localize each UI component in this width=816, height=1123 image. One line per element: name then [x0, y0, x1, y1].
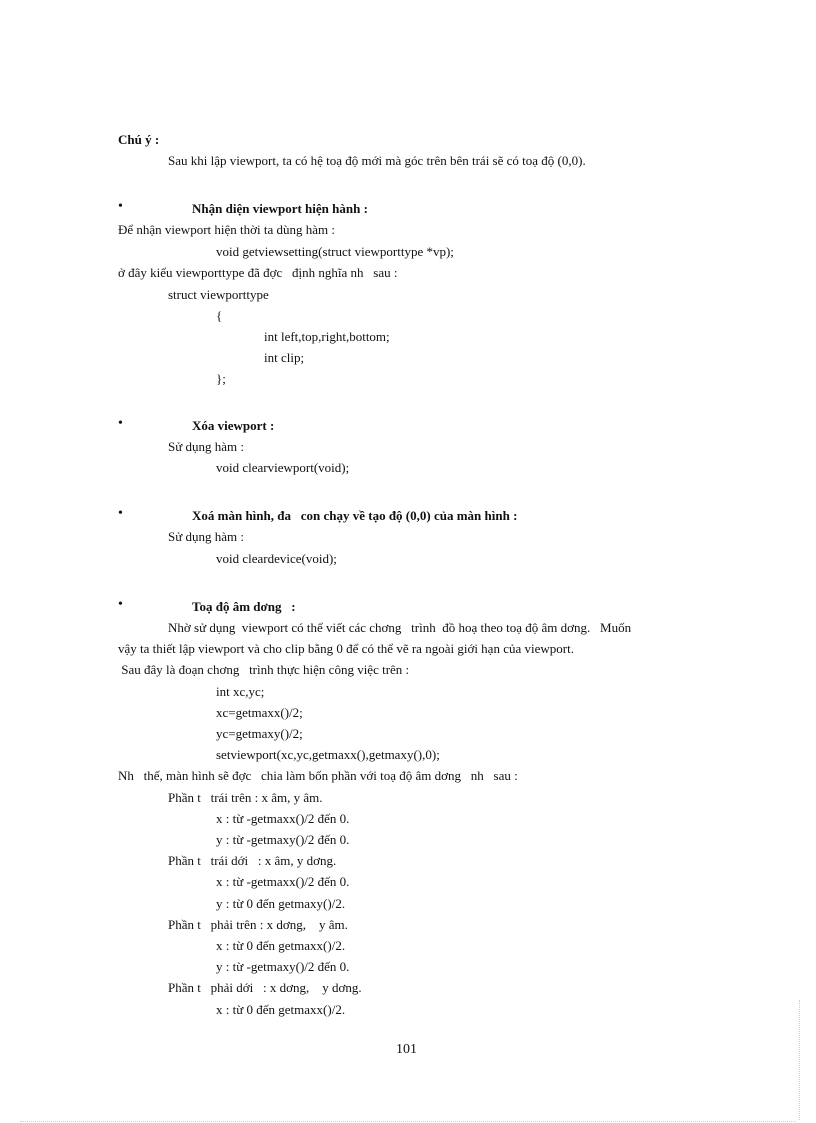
- code-line: setviewport(xc,yc,getmaxx(),getmaxy(),0);: [216, 747, 440, 762]
- code-line: struct viewporttype: [168, 287, 269, 302]
- bullet-icon: •: [118, 416, 123, 431]
- paragraph-line: vậy ta thiết lập viewport và cho clip bằng 0 để có thể vẽ ra ngoài giới hạn của viewport.: [118, 641, 574, 656]
- quadrant-line: Phần t trái dới : x âm, y dơng.: [168, 853, 337, 868]
- code-line: {: [216, 308, 223, 323]
- quadrant-range: x : từ -getmaxx()/2 đến 0.: [216, 811, 350, 826]
- code-line: yc=getmaxy()/2;: [216, 726, 303, 741]
- quadrant-range: x : từ 0 đến getmaxx()/2.: [216, 938, 346, 953]
- code-line: xc=getmaxx()/2;: [216, 705, 303, 720]
- code-line: int xc,yc;: [216, 684, 265, 699]
- code-line: int left,top,right,bottom;: [264, 329, 390, 344]
- bullet-icon: •: [118, 199, 123, 214]
- code-line: void getviewsetting(struct viewporttype *vp);: [216, 244, 454, 259]
- text-line: Nh thế, màn hình sẽ đợc chia làm bốn phần với toạ độ âm dơng nh sau :: [118, 768, 518, 783]
- text-line: Sử dụng hàm :: [168, 529, 245, 544]
- text-line: ở đây kiểu viewporttype đã đợc định nghĩa nh sau :: [118, 265, 398, 280]
- text-line: Sử dụng hàm :: [168, 439, 245, 454]
- margin-divider: [799, 1000, 800, 1120]
- text-line: Để nhận viewport hiện thời ta dùng hàm :: [118, 222, 335, 237]
- text-line: Sau đây là đoạn chơng trình thực hiện công việc trên :: [118, 662, 410, 677]
- note-text: Sau khi lập viewport, ta có hệ toạ độ mới mà góc trên bên trái sẽ có toạ độ (0,0).: [168, 153, 586, 168]
- quadrant-range: y : từ -getmaxy()/2 đến 0.: [216, 832, 350, 847]
- paragraph-line: Nhờ sử dụng viewport có thể viết các chơng trình đồ hoạ theo toạ độ âm dơng. Muốn: [168, 620, 632, 635]
- quadrant-range: x : từ 0 đến getmaxx()/2.: [216, 1002, 346, 1017]
- quadrant-line: Phần t trái trên : x âm, y âm.: [168, 790, 323, 805]
- quadrant-range: x : từ -getmaxx()/2 đến 0.: [216, 874, 350, 889]
- bullet-icon: •: [118, 506, 123, 521]
- quadrant-range: y : từ -getmaxy()/2 đến 0.: [216, 959, 350, 974]
- page-number: 101: [396, 1042, 417, 1057]
- section-heading-identify: Nhận diện viewport hiện hành :: [192, 201, 368, 216]
- quadrant-range: y : từ 0 đến getmaxy()/2.: [216, 896, 346, 911]
- note-title: Chú ý :: [118, 132, 160, 147]
- code-line: void cleardevice(void);: [216, 551, 337, 566]
- code-line: };: [216, 371, 226, 386]
- footer-divider: [20, 1121, 796, 1122]
- quadrant-line: Phần t phải trên : x dơng, y âm.: [168, 917, 348, 932]
- bullet-icon: •: [118, 597, 123, 612]
- code-line: int clip;: [264, 350, 305, 365]
- section-heading-clear-device: Xoá màn hình, đa con chạy về tạo độ (0,0) của màn hình :: [192, 508, 518, 523]
- quadrant-line: Phần t phải dới : x dơng, y dơng.: [168, 980, 362, 995]
- section-heading-clear-viewport: Xóa viewport :: [192, 418, 275, 433]
- code-line: void clearviewport(void);: [216, 460, 350, 475]
- section-heading-coordinates: Toạ độ âm dơng :: [192, 599, 296, 614]
